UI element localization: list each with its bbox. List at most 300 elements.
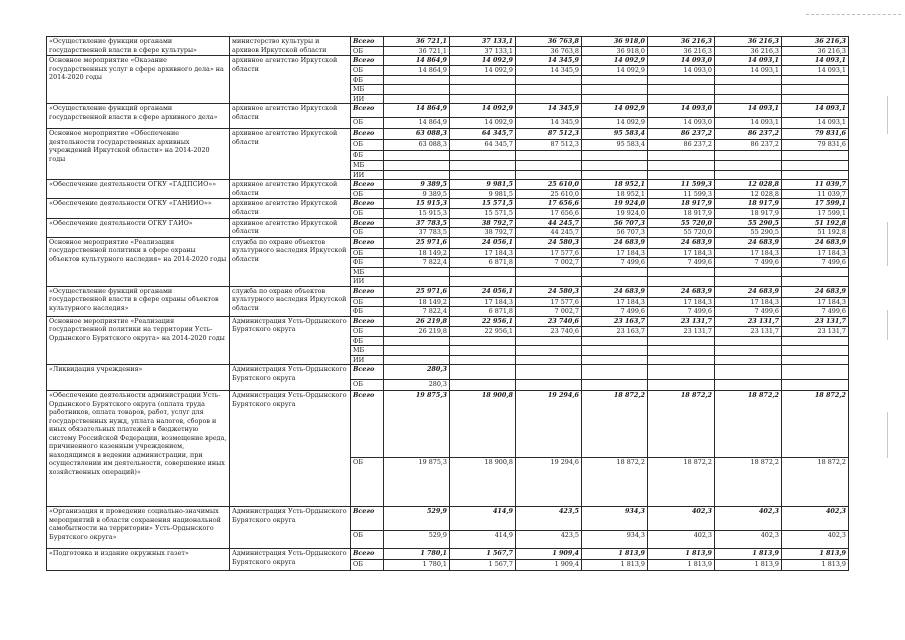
year-amount: 36 918,0	[582, 46, 648, 56]
year-amount	[384, 346, 450, 356]
year-amount: 19 875,3	[384, 458, 450, 507]
year-amount: 36 216,3	[648, 46, 715, 56]
year-amount: 24 683,9	[782, 286, 849, 297]
year-amount: 1 567,7	[450, 560, 516, 571]
executor-agency: Администрация Усть-Ордынского Бурятского округа	[230, 365, 351, 391]
year-amount	[384, 85, 450, 95]
year-amount: 24 683,9	[715, 286, 782, 297]
year-amount: 14 092,9	[582, 118, 648, 129]
year-amount: 402,3	[715, 507, 782, 531]
year-amount: 23 131,7	[715, 316, 782, 326]
year-amount: 18 952,1	[582, 180, 648, 190]
funding-source: ОБ	[351, 65, 384, 75]
year-amount: 36 216,3	[782, 46, 849, 56]
funding-source: Всего	[351, 365, 384, 380]
funding-source: Всего	[351, 180, 384, 190]
year-amount	[715, 380, 782, 391]
year-amount	[516, 94, 582, 104]
year-amount	[782, 151, 849, 161]
year-amount: 17 184,3	[715, 297, 782, 307]
year-amount: 402,3	[648, 531, 715, 549]
year-amount: 12 028,8	[715, 189, 782, 199]
year-amount: 56 707,3	[582, 228, 648, 238]
funding-source: ОБ	[351, 297, 384, 307]
year-amount: 18 872,2	[582, 391, 648, 458]
year-amount: 14 092,9	[582, 65, 648, 75]
year-amount	[782, 277, 849, 287]
year-amount	[582, 355, 648, 365]
year-amount: 37 783,5	[384, 218, 450, 228]
year-amount	[450, 355, 516, 365]
year-amount	[582, 161, 648, 171]
executor-agency: архивное агентство Иркутской области	[230, 56, 351, 104]
year-amount: 7 499,6	[582, 307, 648, 317]
year-amount: 23 131,7	[715, 326, 782, 336]
year-amount	[782, 355, 849, 365]
year-amount	[582, 277, 648, 287]
year-amount: 23 163,7	[582, 326, 648, 336]
year-amount: 1 813,9	[582, 549, 648, 560]
year-amount: 934,3	[582, 531, 648, 549]
year-amount	[516, 151, 582, 161]
year-amount: 7 002,7	[516, 258, 582, 268]
year-amount: 14 345,9	[516, 65, 582, 75]
year-amount: 1 567,7	[450, 549, 516, 560]
measure-name: «Осуществление функций органами государственной власти в сфере охраны объектов культурного наследия»	[47, 286, 230, 316]
year-amount: 17 599,1	[782, 208, 849, 218]
year-amount: 14 092,9	[582, 56, 648, 66]
year-amount	[715, 267, 782, 277]
year-amount: 24 056,1	[450, 237, 516, 248]
funding-source: МБ	[351, 161, 384, 171]
year-amount	[516, 380, 582, 391]
measure-name: «Подготовка и издание окружных газет»	[47, 549, 230, 571]
year-amount: 423,5	[516, 531, 582, 549]
year-amount	[648, 75, 715, 85]
measure-name: «Ликвидация учреждения»	[47, 365, 230, 391]
year-amount	[450, 85, 516, 95]
year-amount: 26 219,8	[384, 316, 450, 326]
year-amount: 18 900,8	[450, 391, 516, 458]
year-amount: 55 720,0	[648, 228, 715, 238]
year-amount: 44 245,7	[516, 218, 582, 228]
year-amount	[516, 277, 582, 287]
year-amount: 18 917,9	[648, 208, 715, 218]
year-amount: 15 915,3	[384, 208, 450, 218]
funding-source: МБ	[351, 85, 384, 95]
year-amount: 22 956,1	[450, 316, 516, 326]
year-amount: 1 813,9	[782, 560, 849, 571]
year-amount: 1 813,9	[715, 560, 782, 571]
year-amount	[715, 161, 782, 171]
year-amount: 9 981,5	[450, 180, 516, 190]
margin-mark	[887, 412, 888, 458]
year-amount: 55 290,5	[715, 228, 782, 238]
year-amount: 17 184,3	[582, 297, 648, 307]
year-amount	[450, 277, 516, 287]
year-amount: 95 583,4	[582, 140, 648, 151]
year-amount	[516, 365, 582, 380]
funding-source: Всего	[351, 237, 384, 248]
year-amount: 38 792,7	[450, 218, 516, 228]
measure-name: «Обеспечение деятельности ОГКУ «ГАДПСИО»»	[47, 180, 230, 199]
table-row	[47, 104, 849, 118]
year-amount: 7 002,7	[516, 307, 582, 317]
executor-agency: служба по охране объектов культурного наследия Иркутской области	[230, 286, 351, 316]
year-amount: 51 192,8	[782, 228, 849, 238]
year-amount: 36 216,3	[715, 46, 782, 56]
year-amount	[715, 85, 782, 95]
year-amount	[582, 336, 648, 346]
funding-source: ИИ	[351, 277, 384, 287]
year-amount	[715, 94, 782, 104]
year-amount	[715, 170, 782, 180]
table-row	[47, 129, 849, 140]
year-amount: 14 093,0	[648, 65, 715, 75]
funding-source: Всего	[351, 37, 384, 47]
executor-agency: Администрация Усть-Ордынского Бурятского округа	[230, 549, 351, 571]
year-amount: 24 683,9	[582, 286, 648, 297]
year-amount: 17 184,3	[715, 248, 782, 258]
year-amount: 87 512,3	[516, 140, 582, 151]
year-amount	[516, 170, 582, 180]
year-amount: 1 780,1	[384, 549, 450, 560]
year-amount	[582, 94, 648, 104]
year-amount	[516, 267, 582, 277]
year-amount	[450, 170, 516, 180]
year-amount: 18 872,2	[715, 391, 782, 458]
funding-source: ОБ	[351, 228, 384, 238]
measure-name: «Осуществление функций органами государственной власти в сфере архивного дела»	[47, 104, 230, 129]
executor-agency: архивное агентство Иркутской области	[230, 104, 351, 129]
funding-source: ОБ	[351, 560, 384, 571]
year-amount: 402,3	[648, 507, 715, 531]
year-amount: 36 216,3	[782, 37, 849, 47]
year-amount: 17 184,3	[648, 297, 715, 307]
year-amount: 24 683,9	[782, 237, 849, 248]
year-amount: 14 092,9	[450, 104, 516, 118]
year-amount	[782, 85, 849, 95]
year-amount: 529,9	[384, 507, 450, 531]
year-amount: 36 918,0	[582, 37, 648, 47]
year-amount: 64 345,7	[450, 140, 516, 151]
year-amount	[516, 336, 582, 346]
year-amount: 17 577,6	[516, 297, 582, 307]
year-amount: 7 499,6	[715, 307, 782, 317]
table-row	[47, 286, 849, 297]
measure-name: «Осуществление функции органами государственной власти в сфере культуры»	[47, 37, 230, 56]
year-amount: 1 813,9	[648, 549, 715, 560]
year-amount	[384, 267, 450, 277]
measure-name: «Организация и проведение социально-значимых мероприятий в области сохранения национальной самобытности на территории» Усть-Ордынского Бурятского округа»	[47, 507, 230, 549]
year-amount	[648, 346, 715, 356]
year-amount: 14 092,9	[450, 118, 516, 129]
year-amount	[582, 75, 648, 85]
year-amount	[384, 151, 450, 161]
year-amount: 36 216,3	[715, 37, 782, 47]
funding-source: Всего	[351, 549, 384, 560]
year-amount: 38 792,7	[450, 228, 516, 238]
measure-name: Основное мероприятие «Обеспечение деятельности государственных архивных учреждений Иркутской области» на 2014-2020 годы	[47, 129, 230, 180]
year-amount	[450, 151, 516, 161]
year-amount: 14 093,0	[648, 118, 715, 129]
funding-source: ОБ	[351, 380, 384, 391]
year-amount: 14 093,1	[782, 65, 849, 75]
year-amount: 24 056,1	[450, 286, 516, 297]
year-amount: 63 088,3	[384, 140, 450, 151]
year-amount: 934,3	[582, 507, 648, 531]
year-amount: 14 345,9	[516, 118, 582, 129]
year-amount: 14 093,1	[715, 118, 782, 129]
year-amount: 86 237,2	[648, 129, 715, 140]
table-row	[47, 391, 849, 458]
year-amount: 18 900,8	[450, 458, 516, 507]
year-amount: 23 163,7	[582, 316, 648, 326]
table-row	[47, 37, 849, 47]
year-amount: 14 864,9	[384, 65, 450, 75]
year-amount	[648, 151, 715, 161]
funding-source: МБ	[351, 346, 384, 356]
year-amount	[782, 267, 849, 277]
year-amount	[782, 346, 849, 356]
year-amount: 95 583,4	[582, 129, 648, 140]
year-amount	[782, 336, 849, 346]
table-row	[47, 237, 849, 248]
year-amount	[450, 75, 516, 85]
year-amount: 1 813,9	[648, 560, 715, 571]
year-amount: 7 499,6	[582, 258, 648, 268]
measure-name: Основное мероприятие «Реализация государственной политики в сфере охраны объектов культурного наследия» на 2014-2020 годы	[47, 237, 230, 286]
year-amount	[782, 365, 849, 380]
year-amount	[384, 277, 450, 287]
year-amount: 423,5	[516, 507, 582, 531]
year-amount: 23 131,7	[782, 326, 849, 336]
funding-source: ОБ	[351, 458, 384, 507]
table-row	[47, 507, 849, 531]
executor-agency: архивное агентство Иркутской области	[230, 129, 351, 180]
funding-source: ОБ	[351, 208, 384, 218]
year-amount	[450, 380, 516, 391]
funding-source: Всего	[351, 199, 384, 209]
executor-agency: Администрация Усть-Ордынского Бурятского округа	[230, 391, 351, 507]
year-amount: 25 971,6	[384, 237, 450, 248]
year-amount: 414,9	[450, 507, 516, 531]
year-amount: 86 237,2	[648, 140, 715, 151]
year-amount	[516, 75, 582, 85]
year-amount: 17 184,3	[648, 248, 715, 258]
executor-agency: Администрация Усть-Ордынского Бурятского округа	[230, 507, 351, 549]
year-amount: 24 683,9	[648, 286, 715, 297]
year-amount: 15 915,3	[384, 199, 450, 209]
year-amount	[648, 161, 715, 171]
year-amount: 55 290,5	[715, 218, 782, 228]
year-amount: 11 039,7	[782, 189, 849, 199]
year-amount: 18 917,9	[715, 199, 782, 209]
year-amount: 9 389,5	[384, 189, 450, 199]
year-amount: 23 131,7	[782, 316, 849, 326]
year-amount: 37 783,5	[384, 228, 450, 238]
year-amount	[782, 170, 849, 180]
year-amount: 11 599,3	[648, 180, 715, 190]
year-amount: 56 707,3	[582, 218, 648, 228]
year-amount: 19 875,3	[384, 391, 450, 458]
year-amount: 18 872,2	[782, 458, 849, 507]
year-amount: 14 093,1	[782, 104, 849, 118]
year-amount	[582, 170, 648, 180]
year-amount	[384, 336, 450, 346]
executor-agency: министерство культуры и архивов Иркутской области	[230, 37, 351, 56]
year-amount: 14 093,1	[715, 104, 782, 118]
year-amount: 24 683,9	[648, 237, 715, 248]
year-amount: 18 872,2	[648, 391, 715, 458]
funding-source: Всего	[351, 104, 384, 118]
table-row	[47, 180, 849, 190]
scan-edge-mark	[806, 14, 901, 15]
year-amount: 11 039,7	[782, 180, 849, 190]
funding-source: Всего	[351, 316, 384, 326]
year-amount: 17 184,3	[450, 297, 516, 307]
year-amount: 63 088,3	[384, 129, 450, 140]
year-amount: 280,3	[384, 380, 450, 391]
year-amount	[648, 336, 715, 346]
year-amount: 14 093,0	[648, 104, 715, 118]
funding-source: ИИ	[351, 355, 384, 365]
year-amount: 7 822,4	[384, 258, 450, 268]
funding-source: ИИ	[351, 94, 384, 104]
year-amount: 15 571,5	[450, 199, 516, 209]
year-amount	[648, 365, 715, 380]
year-amount	[450, 94, 516, 104]
year-amount	[648, 267, 715, 277]
year-amount: 36 763,8	[516, 46, 582, 56]
year-amount: 18 917,9	[648, 199, 715, 209]
year-amount	[648, 277, 715, 287]
year-amount	[648, 85, 715, 95]
measure-name: Основное мероприятие «Оказание государственных услуг в сфере архивного дела» на 2014-2020 годы	[47, 56, 230, 104]
year-amount: 17 599,1	[782, 199, 849, 209]
year-amount: 36 721,1	[384, 37, 450, 47]
year-amount: 17 184,3	[782, 297, 849, 307]
year-amount	[582, 365, 648, 380]
year-amount: 19 924,0	[582, 208, 648, 218]
year-amount: 64 345,7	[450, 129, 516, 140]
year-amount: 14 093,1	[782, 56, 849, 66]
year-amount: 14 345,9	[516, 56, 582, 66]
funding-source: Всего	[351, 391, 384, 458]
year-amount: 19 924,0	[582, 199, 648, 209]
year-amount: 24 683,9	[715, 237, 782, 248]
measure-name: Основное мероприятие «Реализация государственной политики на территории Усть-Ордынского Бурятского округа» на 2014-2020 годы	[47, 316, 230, 365]
year-amount	[715, 355, 782, 365]
table-row	[47, 549, 849, 560]
year-amount: 23 740,6	[516, 326, 582, 336]
funding-source: Всего	[351, 56, 384, 66]
year-amount: 17 577,6	[516, 248, 582, 258]
year-amount	[715, 277, 782, 287]
table-row	[47, 56, 849, 66]
funding-source: ФБ	[351, 336, 384, 346]
year-amount: 529,9	[384, 531, 450, 549]
executor-agency: служба по охране объектов культурного наследия Иркутской области	[230, 237, 351, 286]
year-amount: 79 831,6	[782, 140, 849, 151]
table-row	[47, 365, 849, 380]
year-amount: 18 872,2	[648, 458, 715, 507]
year-amount: 36 763,8	[516, 37, 582, 47]
funding-source: МБ	[351, 267, 384, 277]
executor-agency: архивное агентство Иркутской области	[230, 218, 351, 237]
year-amount: 87 512,3	[516, 129, 582, 140]
year-amount	[450, 346, 516, 356]
year-amount	[782, 94, 849, 104]
funding-source: ОБ	[351, 248, 384, 258]
year-amount	[715, 151, 782, 161]
year-amount	[450, 365, 516, 380]
year-amount: 14 864,9	[384, 56, 450, 66]
measure-name: «Обеспечение деятельности администрации Усть-Ордынского Бурятского округа (оплата труда работников, оплата товаров, работ, услуг для государственных нужд, уплата налогов, сборов и иных обязательных платежей в бюджетную систему Российской Федерации, возмещение вреда, причиненного казенным учреждением, находящимся в ведении администрации, при осуществлении им деятельности, совершение иных хозяйственных операций)»	[47, 391, 230, 507]
year-amount: 37 133,1	[450, 37, 516, 47]
year-amount: 14 345,9	[516, 104, 582, 118]
year-amount: 18 149,2	[384, 248, 450, 258]
year-amount: 26 219,8	[384, 326, 450, 336]
year-amount: 14 864,9	[384, 104, 450, 118]
year-amount: 18 872,2	[782, 391, 849, 458]
year-amount	[782, 161, 849, 171]
measure-name: «Обеспечение деятельности ОГКУ ГАИО»	[47, 218, 230, 237]
executor-agency: архивное агентство Иркутской области	[230, 180, 351, 199]
year-amount: 22 956,1	[450, 326, 516, 336]
funding-source: ФБ	[351, 307, 384, 317]
margin-mark	[887, 310, 888, 340]
year-amount	[648, 355, 715, 365]
year-amount: 7 499,6	[715, 258, 782, 268]
year-amount	[715, 365, 782, 380]
funding-source: ФБ	[351, 75, 384, 85]
funding-source: ОБ	[351, 118, 384, 129]
year-amount	[516, 161, 582, 171]
funding-source: ОБ	[351, 140, 384, 151]
year-amount: 44 245,7	[516, 228, 582, 238]
year-amount: 14 093,1	[715, 65, 782, 75]
funding-source: ИИ	[351, 170, 384, 180]
year-amount: 7 499,6	[782, 258, 849, 268]
year-amount: 402,3	[782, 531, 849, 549]
measure-name: «Обеспечение деятельности ОГКУ «ГАНИИО»»	[47, 199, 230, 219]
year-amount	[782, 380, 849, 391]
funding-source: ОБ	[351, 326, 384, 336]
year-amount	[516, 355, 582, 365]
year-amount: 17 656,6	[516, 199, 582, 209]
year-amount: 7 499,6	[648, 258, 715, 268]
year-amount	[648, 94, 715, 104]
year-amount	[384, 75, 450, 85]
year-amount: 9 981,5	[450, 189, 516, 199]
year-amount: 11 599,3	[648, 189, 715, 199]
year-amount: 1 909,4	[516, 560, 582, 571]
year-amount: 17 184,3	[782, 248, 849, 258]
year-amount	[450, 336, 516, 346]
year-amount: 14 092,9	[450, 65, 516, 75]
year-amount	[516, 85, 582, 95]
year-amount: 414,9	[450, 531, 516, 549]
year-amount: 18 872,2	[715, 458, 782, 507]
year-amount: 18 917,9	[715, 208, 782, 218]
funding-source: ОБ	[351, 531, 384, 549]
year-amount: 14 092,9	[582, 104, 648, 118]
year-amount: 24 580,3	[516, 286, 582, 297]
year-amount: 19 294,6	[516, 458, 582, 507]
year-amount: 14 093,1	[715, 56, 782, 66]
year-amount: 25 610,0	[516, 180, 582, 190]
